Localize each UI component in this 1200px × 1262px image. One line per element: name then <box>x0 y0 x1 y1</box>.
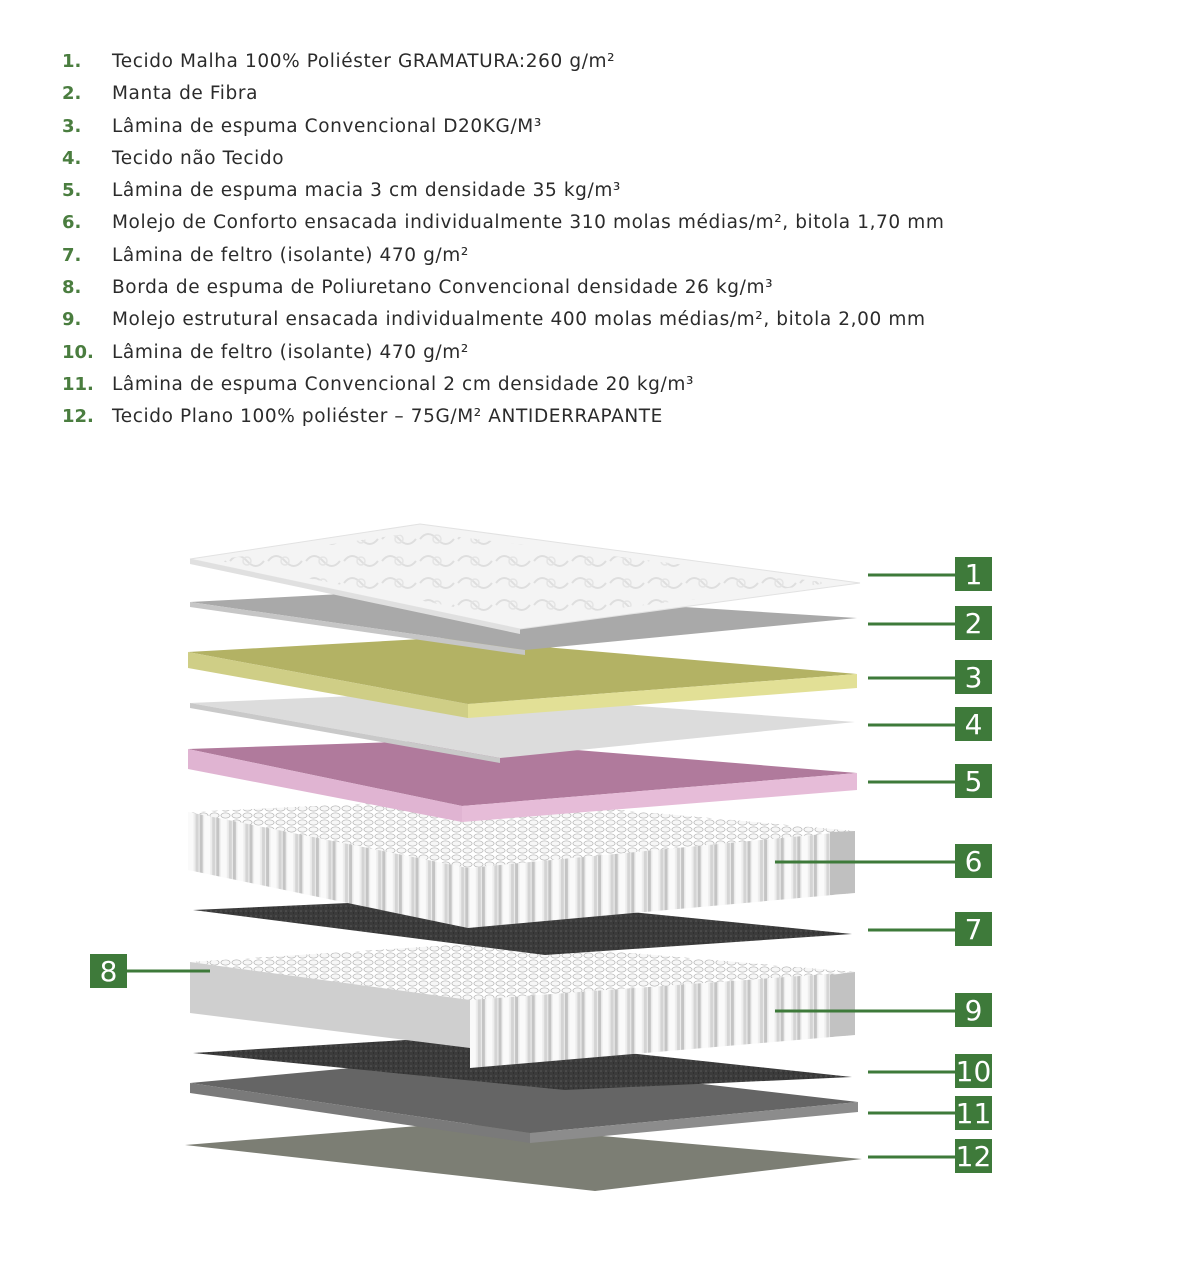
callout-1 <box>955 557 992 591</box>
spec-text: Manta de Fibra <box>112 83 259 105</box>
callout-12-label: 12 <box>955 1140 992 1173</box>
spec-number: 1. <box>62 51 82 72</box>
callout-7 <box>955 912 992 946</box>
spec-number: 6. <box>62 212 82 234</box>
callout-3-label: 3 <box>964 661 983 694</box>
spec-text: Tecido Plano 100% poliéster – 75G/M² ANTIDERRAPANTE <box>112 406 663 428</box>
spec-number: 12. <box>62 406 94 428</box>
spec-number: 3. <box>62 115 82 137</box>
spec-text: Lâmina de espuma Convencional D20KG/M³ <box>112 115 542 137</box>
callout-11-label: 11 <box>955 1097 992 1130</box>
callout-9-label: 9 <box>964 994 983 1027</box>
spec-text: Borda de espuma de Poliuretano Convencional densidade 26 kg/m³ <box>112 277 774 299</box>
callout-6 <box>955 844 992 878</box>
callout-1-label: 1 <box>964 558 983 591</box>
callout-4-label: 4 <box>964 708 983 741</box>
callout-10 <box>955 1054 992 1088</box>
spec-text: Tecido Malha 100% Poliéster GRAMATURA:260 g/m² <box>112 51 616 72</box>
spec-number: 8. <box>62 277 82 299</box>
callout-8-label: 8 <box>99 955 118 988</box>
spec-number: 2. <box>62 83 82 105</box>
callout-6-label: 6 <box>964 845 983 878</box>
spec-number: 9. <box>62 309 82 331</box>
spec-number: 5. <box>62 180 82 202</box>
callout-2-label: 2 <box>964 607 983 640</box>
callout-12 <box>955 1139 992 1173</box>
callout-5 <box>955 764 992 798</box>
spec-text: Lâmina de feltro (isolante) 470 g/m² <box>112 341 469 363</box>
callout-10-label: 10 <box>955 1055 992 1088</box>
callout-4 <box>955 707 992 741</box>
spec-text: Lâmina de espuma macia 3 cm densidade 35 kg/m³ <box>112 180 621 202</box>
callout-11 <box>955 1096 992 1130</box>
callout-7-label: 7 <box>964 913 983 946</box>
spec-text: Tecido não Tecido <box>112 147 285 169</box>
callout-3 <box>955 660 992 694</box>
spec-number: 11. <box>62 373 94 395</box>
spec-text: Lâmina de feltro (isolante) 470 g/m² <box>112 244 469 266</box>
spec-text: Molejo estrutural ensacada individualmente 400 molas médias/m², bitola 2,00 mm <box>112 309 926 331</box>
callout-5-label: 5 <box>964 765 983 798</box>
spec-number: 4. <box>62 147 82 169</box>
spec-text: Molejo de Conforto ensacada individualmente 310 molas médias/m², bitola 1,70 mm <box>112 212 945 234</box>
callout-8 <box>90 954 127 988</box>
spec-number: 10. <box>62 341 94 363</box>
spec-text: Lâmina de espuma Convencional 2 cm densidade 20 kg/m³ <box>112 373 694 395</box>
spec-number: 7. <box>62 244 82 266</box>
callout-2 <box>955 606 992 640</box>
callout-9 <box>955 993 992 1027</box>
